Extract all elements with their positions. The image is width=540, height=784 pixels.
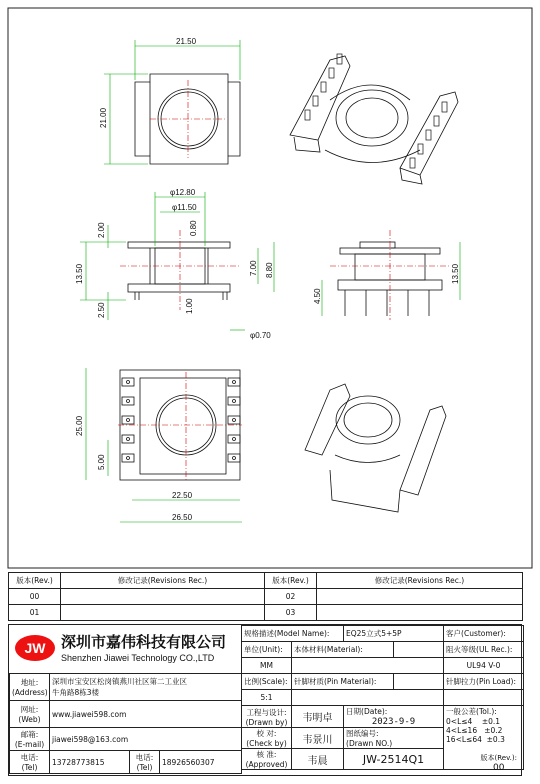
check-label: 校 对: (256, 729, 277, 738)
iso-view-bottom (305, 384, 446, 512)
iso-top-pin (442, 102, 447, 112)
customer-label: 客户(Customer): (444, 626, 524, 642)
dim-flange-h: 2.00 (97, 222, 106, 238)
iso-top-pin (305, 110, 310, 120)
drawn-value: 韦明卓 (292, 706, 344, 728)
bottom-pin-hole (233, 419, 236, 422)
title-block (8, 624, 522, 776)
tol-row: 16<L≤64 ±0.3 (446, 735, 505, 744)
dim-pin-len: 1.00 (185, 298, 194, 314)
rev-footer (480, 753, 517, 773)
iso-top-pin (434, 116, 439, 126)
dim-pin-dia: φ0.70 (250, 331, 271, 340)
rev-cell (317, 589, 523, 605)
iso-top-pin (321, 82, 326, 92)
address-label: 地址: (20, 678, 39, 687)
bottom-pin-hole (127, 457, 130, 460)
iso-top-pin (426, 130, 431, 140)
unit-label: 单位(Unit): (242, 642, 292, 658)
model-label: 规格描述(Model Name): (242, 626, 344, 642)
rev-header: 修改记录(Revisions Rec.) (317, 573, 523, 589)
dimension-labels (75, 37, 460, 522)
email-label-en: (E-mail) (14, 740, 45, 749)
dim-flange-dia: φ12.80 (170, 188, 196, 197)
dim-bottom-small: 5.00 (97, 454, 106, 470)
front-view (120, 230, 240, 310)
email-value[interactable]: jiawei598@163.com (50, 728, 242, 751)
bottom-pin (228, 454, 240, 462)
drawing-border (8, 8, 532, 568)
tol-row: 4<L≤16 ±0.2 (446, 726, 503, 735)
bottom-pin-hole (127, 438, 130, 441)
dim-hole-dia: φ11.50 (172, 203, 197, 212)
drawn-label-en: (Drawn by) (245, 717, 288, 727)
dim-bottom-h: 25.00 (75, 415, 84, 436)
unit-value: MM (242, 658, 292, 674)
rev-cell: 03 (265, 605, 317, 621)
rev-header: 版本(Rev.) (265, 573, 317, 589)
front-view-dims (80, 192, 274, 330)
iso-top-pin (313, 96, 318, 106)
tol-label: 一般公差(Tol.): (446, 707, 497, 716)
web-label: 网址: (20, 705, 39, 714)
date-label: 日期(Date): (346, 707, 388, 716)
tel-value: 13728773815 (50, 751, 130, 774)
drawing-no-label: 图纸编号: (346, 729, 379, 738)
contact-table (9, 673, 242, 774)
model-value: EQ25立式5+5P (344, 626, 444, 642)
material-label: 本体材料(Material): (292, 642, 394, 658)
side-view-pins (345, 290, 429, 316)
bottom-pin (122, 397, 134, 405)
dim-side-h: 13.50 (75, 263, 84, 284)
dim-wall: 0.80 (189, 220, 198, 236)
bottom-pin-hole (233, 400, 236, 403)
date-value: 2023-9-9 (371, 717, 416, 727)
bottom-pin (228, 378, 240, 386)
logo: JW (15, 635, 55, 661)
dim-outer-h: 8.80 (265, 262, 274, 278)
tel2-value: 18926560307 (160, 751, 242, 774)
company-name-cn: 深圳市嘉伟科技有限公司 (61, 633, 227, 651)
rev-cell: 02 (265, 589, 317, 605)
ul-label: 阻火等级(UL Rec.): (444, 642, 524, 658)
drawn-label: 工程与设计: (246, 707, 287, 717)
pin-load-label: 针脚拉力(Pin Load): (444, 674, 524, 690)
company-header (9, 625, 242, 674)
address-label-en: (Address) (12, 688, 48, 697)
bottom-pin (228, 416, 240, 424)
scale-label: 比例(Scale): (242, 674, 292, 690)
bottom-pin (122, 454, 134, 462)
dim-bottom-w2: 26.50 (172, 513, 193, 522)
iso-top-pin (418, 144, 423, 154)
iso-top-pin (329, 68, 334, 78)
rev-header: 修改记录(Revisions Rec.) (61, 573, 265, 589)
top-view-dims (104, 40, 240, 164)
iso-view-top (290, 56, 458, 184)
email-label: 邮箱: (20, 730, 39, 739)
check-label-en: (Check by) (246, 739, 287, 748)
rev-value: 00 (493, 763, 505, 773)
drawing-no-value: JW-2514Q1 (344, 749, 444, 770)
side-view-dims (322, 242, 460, 316)
check-value: 韦景川 (292, 728, 344, 749)
bottom-pin-hole (233, 381, 236, 384)
tel-label: 电话: (20, 753, 39, 762)
scale-value: 5:1 (242, 690, 292, 706)
tol-row: 0<L≤4 ±0.1 (446, 717, 501, 726)
bottom-view (118, 370, 242, 480)
bottom-pin (122, 416, 134, 424)
rev-header: 版本(Rev.) (9, 573, 61, 589)
bottom-pin (228, 435, 240, 443)
pin-material-label: 针脚材质(Pin Material): (292, 674, 394, 690)
dim-bottom-gap: 2.50 (97, 302, 106, 318)
spec-table (241, 625, 524, 770)
address-line1: 深圳市宝安区松岗镇燕川社区第二工业区 (52, 677, 187, 686)
dim-top-width: 21.50 (176, 37, 197, 46)
tel2-label-en: (Tel) (136, 763, 153, 772)
rev-cell: 00 (9, 589, 61, 605)
bottom-pin-hole (233, 457, 236, 460)
dim-bottom-w1: 22.50 (172, 491, 193, 500)
iso-top-pin (410, 158, 415, 168)
company-name-en: Shenzhen Jiawei Technology CO.,LTD (61, 653, 215, 663)
bottom-pin-hole (127, 381, 130, 384)
bottom-pin (122, 378, 134, 386)
side-view (330, 230, 450, 320)
approved-label: 核 准: (256, 750, 277, 759)
material-value (394, 642, 444, 658)
bottom-pin-hole (127, 419, 130, 422)
rev-cell (61, 589, 265, 605)
dim-right-pin: 4.50 (313, 288, 322, 304)
pin-material-value (394, 674, 444, 690)
dim-top-height: 21.00 (99, 107, 108, 128)
ul-value: UL94 V-0 (444, 658, 524, 674)
bottom-pin (228, 397, 240, 405)
bottom-pin (122, 435, 134, 443)
tel-label-en: (Tel) (21, 763, 38, 772)
rev-cell (61, 605, 265, 621)
dim-inner-h: 7.00 (249, 260, 258, 276)
dim-right-h: 13.50 (451, 263, 460, 284)
top-view (135, 74, 240, 164)
approved-label-en: (Approved) (245, 760, 288, 769)
pin-load-value (444, 690, 524, 706)
rev-cell (317, 605, 523, 621)
bottom-pin-hole (233, 438, 236, 441)
revision-table (8, 572, 523, 621)
approved-value: 韦晨 (292, 749, 344, 770)
rev-cell: 01 (9, 605, 61, 621)
bottom-pin-hole (127, 400, 130, 403)
web-label-en: (Web) (18, 715, 41, 724)
web-value[interactable]: www.jiawei598.com (50, 701, 242, 728)
rev-label: 版本(Rev.): (480, 754, 517, 762)
tel2-label: 电话: (135, 753, 154, 762)
drawing-no-label-en: (Drawn NO.) (346, 739, 393, 748)
iso-top-pin (337, 54, 342, 64)
address-line2: 牛角路8栋3楼 (52, 688, 100, 697)
